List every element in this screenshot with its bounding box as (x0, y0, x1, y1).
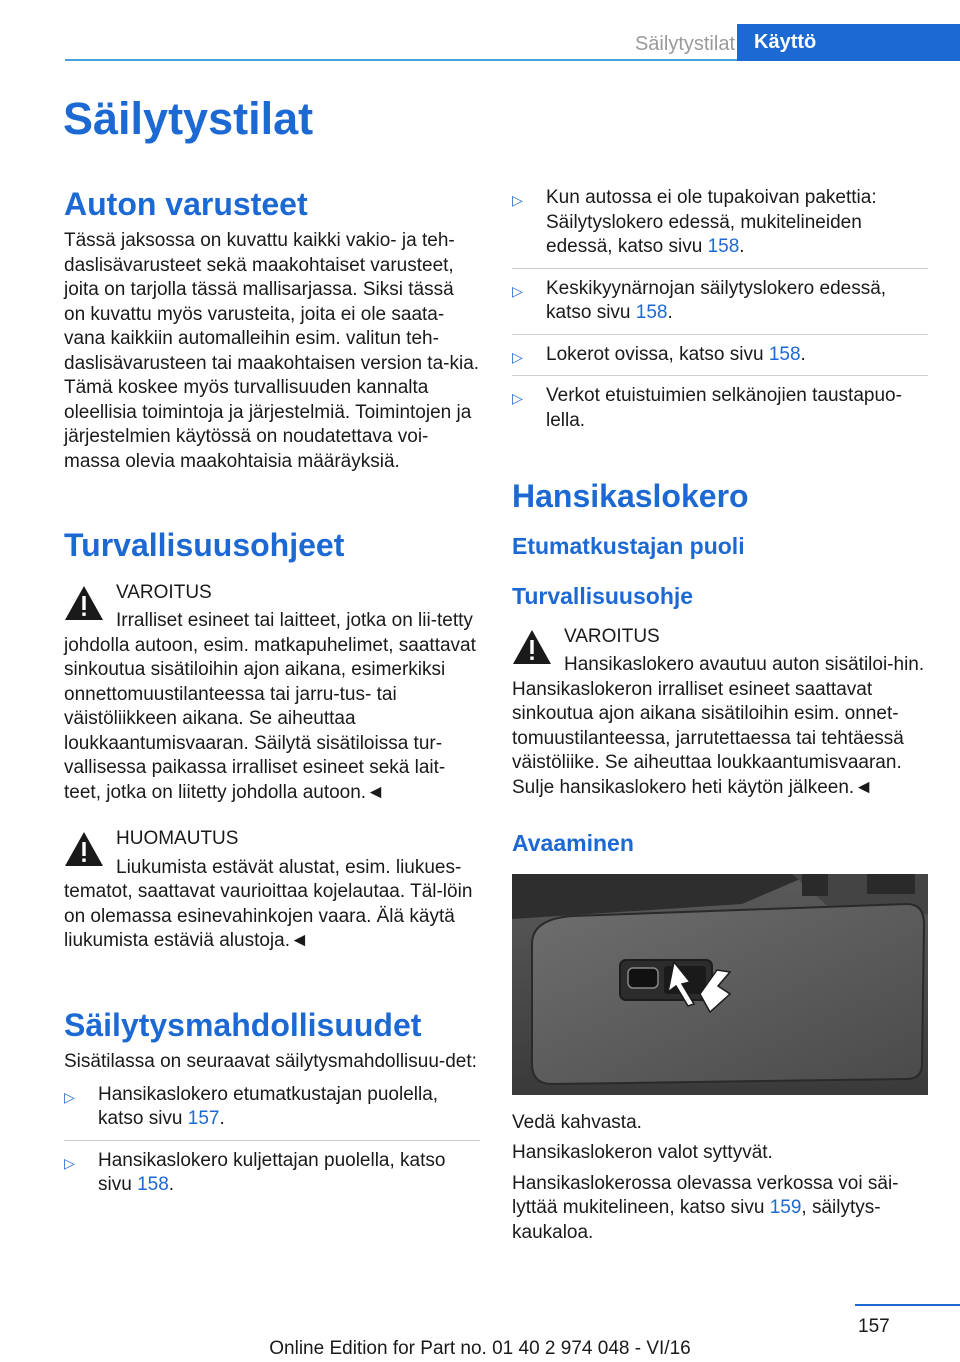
warning-triangle-icon (64, 831, 104, 867)
list-item (512, 268, 928, 334)
page-title: Säilytystilat (63, 93, 314, 144)
paragraph-equipment: Tässä jaksossa on kuvattu kaikki vakio- ja teh-daslisävarusteet sekä maakohtaiset varusteet, joita on tarjolla tässä mallisarjassa. Siksi tässä on kuvattu myös varusteita, joita ei ole saata-vana kaikkiin automalleihin esim. valitun teh-daslisävarusteen tai maakohtaisen version ta-kia. Tämä koskee myös turvallisuuden kannalta oleellisia toimintoja ja järjestelmiä. Toimintojen ja järjestelmien käytössä on noudatettava voi-massa olevia maakohtaisia määräyksiä. (64, 230, 480, 472)
list-item-end: . (667, 302, 673, 323)
list-item-text: Lokerot ovissa, katso sivu (546, 343, 769, 365)
paragraph-pull-handle: Vedä kahvasta. (512, 1111, 642, 1133)
warning-text: Irralliset esineet tai laitteet, jotka on lii-tetty johdolla autoon, esim. matkapuhelimet, saattavat sinkoutua sisätiloihin ajon aikana, esimerkiksi onnettomuustilanteessa tai jarru-tus- tai väistöliikkeen aikana. Se aiheuttaa loukkaantumisvaaran. Säilytä sisätiloissa tur-vallisessa paikassa irralliset esineet sekä lait-teet, jotka on liitetty johdolla autoon.◄ (64, 610, 476, 803)
heading-sailytysmahdollisuudet: Säilytysmahdollisuudet (64, 1006, 422, 1043)
warning-label: VAROITUS (564, 625, 660, 647)
page-link[interactable]: 158 (707, 236, 740, 257)
list-item-end: . (800, 343, 806, 365)
heading-auton-varusteet: Auton varusteet (64, 186, 308, 222)
left-column (64, 185, 480, 1206)
warning-text: Hansikaslokero avautuu auton sisätiloi-hin. Hansikaslokeron irralliset esineet saattavat sinkoutua ajon aikana sisätiloihin esim. onnet-tomuustilanteessa, jarrutettaessa tai tehtäessä väistöliike. Se aiheuttaa loukkaantumisvaaran. Sulje hansikaslokero heti käytön jälkeen.◄ (512, 654, 925, 798)
list-item (512, 375, 928, 441)
footer-rule (855, 1304, 960, 1306)
glovebox-handle-photo (512, 874, 928, 1095)
list-item-text: Hansikaslokero kuljettajan puolella, katso sivu (98, 1149, 446, 1196)
triangle-bullet-icon: ▷ (512, 390, 523, 406)
warning-triangle-icon (512, 629, 552, 665)
triangle-bullet-icon: ▷ (512, 192, 523, 208)
footer-edition-text: Online Edition for Part no. 01 40 2 974 048 - VI/16 (269, 1338, 691, 1359)
list-item-text: Verkot etuistuimien selkänojien taustapuo-lella. (546, 385, 902, 431)
list-item-end: . (219, 1108, 225, 1130)
page-link[interactable]: 158 (635, 302, 668, 323)
heading-etumatkustajan-puoli: Etumatkustajan puoli (512, 533, 745, 560)
paragraph-net-end: , säilytys-kaukaloa. (512, 1197, 881, 1243)
heading-turvallisuusohje: Turvallisuusohje (512, 582, 694, 609)
list-item-text: Kun autossa ei ole tupakoivan pakettia: Säilytyslokero edessä, mukitelineiden edessä, katso sivu (546, 187, 877, 257)
triangle-bullet-icon: ▷ (64, 1088, 75, 1105)
triangle-bullet-icon: ▷ (64, 1154, 75, 1171)
paragraph-lights: Hansikaslokeron valot syttyvät. (512, 1142, 773, 1164)
notice-box-1 (64, 827, 480, 954)
triangle-bullet-icon: ▷ (512, 348, 523, 365)
warning-label: VAROITUS (116, 581, 212, 603)
triangle-bullet-icon: ▷ (512, 282, 523, 299)
page-link[interactable]: 157 (187, 1108, 220, 1130)
heading-hansikaslokero: Hansikaslokero (512, 478, 749, 514)
page-link[interactable]: 158 (137, 1174, 169, 1196)
list-item (64, 1140, 480, 1206)
warning-box-1 (64, 581, 480, 806)
list-item-end: . (168, 1174, 175, 1196)
notice-label: HUOMAUTUS (116, 828, 239, 850)
list-item-text: Keskikyynärnojan säilytyslokero edessä, katso sivu (546, 277, 887, 323)
list-item-text: Hansikaslokero etumatkustajan puolella, katso sivu (98, 1083, 439, 1130)
page-number: 157 (858, 1316, 890, 1337)
right-column (512, 178, 928, 1245)
paragraph-net-text: Hansikaslokerossa olevassa verkossa voi säi-lyttää mukitelineen, katso sivu (512, 1172, 899, 1219)
storage-list-right (512, 178, 928, 441)
warning-triangle-icon (64, 585, 104, 621)
paragraph-storage-intro: Sisätilassa on seuraavat säilytysmahdollisuu-det: (64, 1051, 477, 1073)
list-item-end: . (739, 236, 745, 257)
heading-turvallisuusohjeet: Turvallisuusohjeet (64, 527, 345, 564)
heading-avaaminen: Avaaminen (512, 830, 634, 857)
storage-list-left (64, 1075, 480, 1206)
page-link[interactable]: 158 (768, 343, 801, 365)
list-item (64, 1075, 480, 1140)
paragraph-net (512, 1172, 928, 1246)
list-item (512, 334, 928, 376)
page-link[interactable]: 159 (769, 1197, 802, 1219)
notice-text: Liukumista estävät alustat, esim. liukues-tematot, saattavat vaurioittaa kojelautaa. Täl-löin on olemassa esinevahinkojen vaara. Älä käytä liukumista estäviä alustoja.◄ (64, 856, 473, 952)
header-section-label: Säilytystilat (634, 33, 735, 55)
list-item (512, 178, 928, 268)
warning-box-2 (512, 625, 928, 801)
header-chapter-tab: Käyttö (737, 24, 960, 61)
